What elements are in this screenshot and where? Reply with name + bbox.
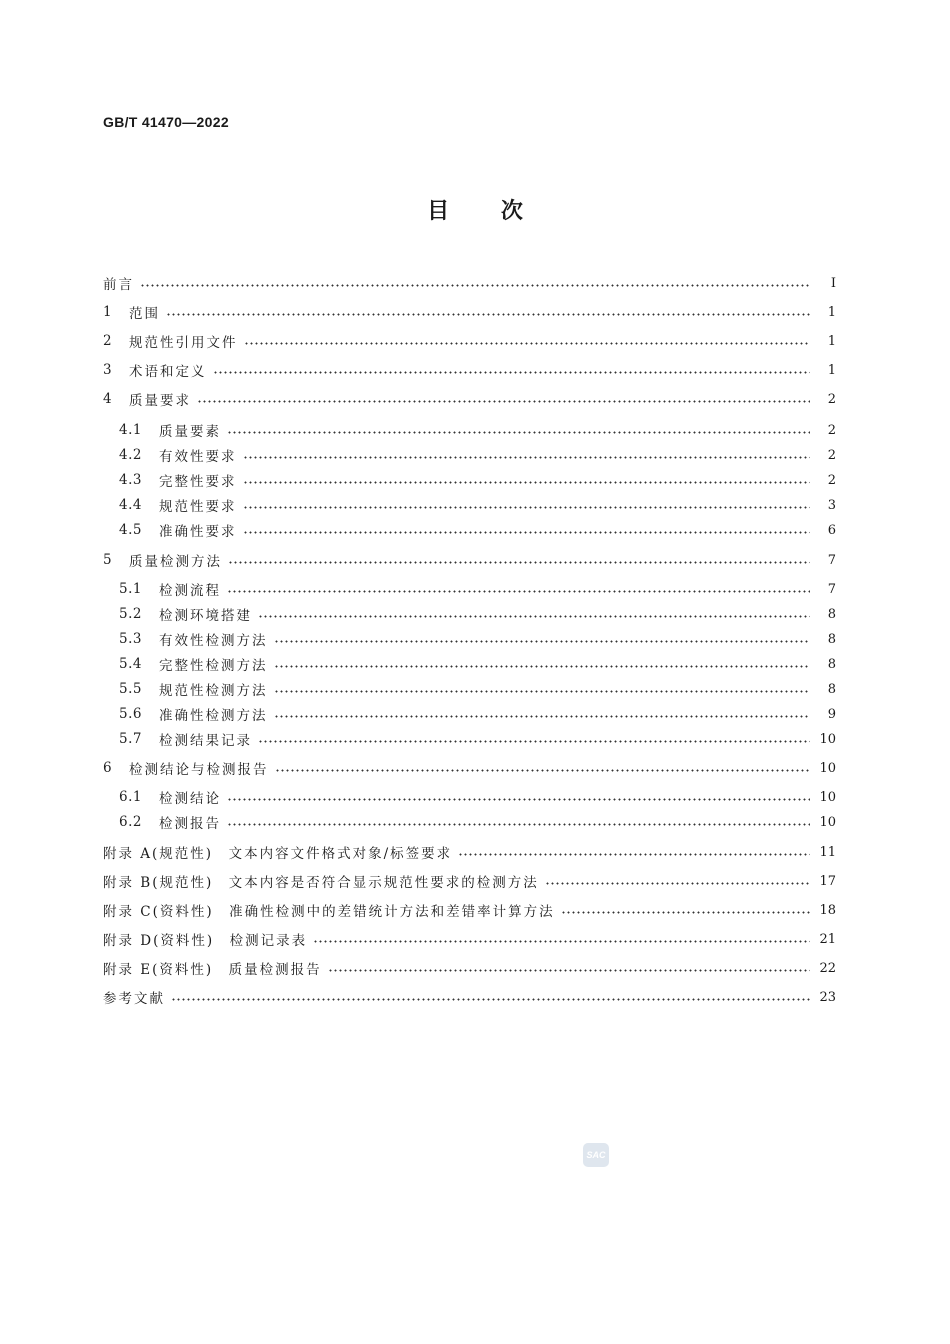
toc-entry-number: 1 [103,304,113,320]
toc-entry[interactable] [103,549,836,571]
toc-dot-leader [243,506,811,509]
toc-entry-page-number: 2 [827,447,836,463]
toc-entry-page-number: 8 [827,631,836,647]
toc-entry-number: 5.3 [119,631,142,647]
toc-entry-label: 准确性要求 [159,524,237,540]
toc-entry-page-number: 1 [827,333,836,349]
toc-entry[interactable] [103,301,836,323]
toc-dot-leader [140,284,810,287]
toc-entry-page-number: 2 [827,391,836,407]
toc-entry[interactable] [119,653,836,675]
toc-entry-page-number: 7 [827,581,836,597]
toc-entry-page-number: 2 [827,422,836,438]
toc-dot-leader [275,769,811,772]
toc-entry-page-number: 2 [827,472,836,488]
toc-entry-label: 完整性检测方法 [159,658,268,674]
toc-entry-number: 5 [103,552,113,568]
standard-code: GB/T 41470—2022 [103,114,229,130]
toc-entry-page-number: 1 [827,362,836,378]
toc-entry-number: 3 [103,362,113,378]
toc-dot-leader [274,715,811,718]
toc-entry-label: 范围 [129,306,160,322]
toc-entry-label: 检测结论 [159,791,221,807]
toc-dot-leader [227,431,810,434]
toc-dot-leader [274,690,811,693]
toc-entry[interactable] [103,330,836,352]
toc-entry-page-number: 21 [819,931,836,947]
toc-entry-page-number: 10 [819,814,836,830]
toc-entry-page-number: 18 [819,902,836,918]
toc-entry-page-number: 10 [819,760,836,776]
toc-entry[interactable] [119,603,836,625]
toc-entry[interactable] [103,986,836,1008]
toc-entry-page-number: 9 [827,706,836,722]
toc-entry[interactable] [103,841,836,863]
toc-entry-page-number: 22 [819,960,836,976]
toc-dot-leader [243,531,811,534]
toc-entry[interactable] [103,928,836,950]
toc-entry-label: 检测结论与检测报告 [129,762,269,778]
toc-dot-leader [166,313,810,316]
toc-entry-number: 4.5 [119,522,142,538]
toc-entry-page-number: 8 [827,656,836,672]
toc-dot-leader [243,481,811,484]
toc-dot-leader [561,911,810,914]
toc-dot-leader [228,561,810,564]
toc-entry-label: 准确性检测方法 [159,708,268,724]
toc-dot-leader [274,665,811,668]
toc-entry-label: 附录 D(资料性) 检测记录表 [103,933,308,949]
toc-entry-number: 4 [103,391,113,407]
toc-dot-leader [258,615,810,618]
toc-entry-number: 5.5 [119,681,142,697]
toc-entry-page-number: 8 [827,681,836,697]
toc-entry[interactable] [119,678,836,700]
toc-dot-leader [258,740,810,743]
toc-dot-leader [313,940,810,943]
toc-dot-leader [458,853,810,856]
toc-entry-label: 检测结果记录 [159,733,252,749]
toc-entry-label: 有效性检测方法 [159,633,268,649]
toc-entry[interactable] [119,628,836,650]
toc-entry-number: 6.1 [119,789,142,805]
toc-entry[interactable] [119,811,836,833]
toc-entry-label: 规范性要求 [159,499,237,515]
page-title: 目 次 [427,199,523,224]
toc-entry[interactable] [119,519,836,541]
toc-entry-number: 4.3 [119,472,142,488]
toc-dot-leader [227,823,810,826]
toc-entry[interactable] [119,419,836,441]
toc-entry[interactable] [103,957,836,979]
toc-entry-page-number: 23 [819,989,836,1005]
toc-entry[interactable] [119,728,836,750]
toc-dot-leader [243,456,811,459]
toc-dot-leader [244,342,811,345]
toc-entry-page-number: 17 [819,873,836,889]
toc-entry[interactable] [103,359,836,381]
toc-dot-leader [227,798,810,801]
toc-entry-page-number: 8 [827,606,836,622]
toc-entry-page-number: 3 [827,497,836,513]
toc-dot-leader [171,998,810,1001]
toc-entry-number: 4.4 [119,497,142,513]
toc-entry[interactable] [103,899,836,921]
toc-entry-label: 参考文献 [103,991,165,1007]
toc-entry-page-number: 10 [819,731,836,747]
toc-entry-label: 术语和定义 [129,364,207,380]
toc-entry-label: 检测报告 [159,816,221,832]
toc-entry-number: 2 [103,333,113,349]
toc-entry[interactable] [103,757,836,779]
toc-entry-label: 检测环境搭建 [159,608,252,624]
toc-entry[interactable] [119,444,836,466]
toc-entry-page-number: Ⅰ [830,275,836,291]
toc-dot-leader [197,400,810,403]
toc-entry[interactable] [119,494,836,516]
toc-entry-number: 5.6 [119,706,142,722]
toc-entry-label: 完整性要求 [159,474,237,490]
toc-dot-leader [328,969,810,972]
toc-entry-label: 质量要素 [159,424,221,440]
toc-entry-number: 6 [103,760,113,776]
toc-entry-label: 检测流程 [159,583,221,599]
toc-entry[interactable] [119,578,836,600]
toc-entry-number: 6.2 [119,814,142,830]
toc-entry-label: 附录 C(资料性) 准确性检测中的差错统计方法和差错率计算方法 [103,904,555,920]
toc-entry-label: 规范性检测方法 [159,683,268,699]
toc-dot-leader [213,371,811,374]
toc-entry[interactable] [119,786,836,808]
toc-entry-number: 5.7 [119,731,142,747]
toc-entry[interactable] [103,388,836,410]
toc-entry[interactable] [119,469,836,491]
toc-entry-label: 质量要求 [129,393,191,409]
toc-entry-page-number: 10 [819,789,836,805]
toc-entry[interactable] [119,703,836,725]
toc-dot-leader [227,590,810,593]
toc-entry-number: 5.1 [119,581,142,597]
toc-entry-page-number: 1 [827,304,836,320]
toc-entry-label: 前言 [103,277,134,293]
toc-entry[interactable] [103,870,836,892]
toc-entry-page-number: 11 [819,844,836,860]
toc-dot-leader [274,640,811,643]
toc-entry-page-number: 6 [827,522,836,538]
toc-entry-label: 有效性要求 [159,449,237,465]
toc-entry-label: 附录 B(规范性) 文本内容是否符合显示规范性要求的检测方法 [103,875,539,891]
toc-dot-leader [545,882,810,885]
toc-entry-number: 5.2 [119,606,142,622]
toc-entry-page-number: 7 [827,552,836,568]
toc-entry-label: 规范性引用文件 [129,335,238,351]
toc-entry-number: 4.2 [119,447,142,463]
sac-logo-watermark: SAC [583,1143,609,1167]
toc-entry-number: 4.1 [119,422,142,438]
toc-entry[interactable] [103,272,836,294]
toc-entry-number: 5.4 [119,656,142,672]
toc-entry-label: 附录 E(资料性) 质量检测报告 [103,962,322,978]
toc-entry-label: 附录 A(规范性) 文本内容文件格式对象/标签要求 [103,846,453,862]
toc-entry-label: 质量检测方法 [129,554,222,570]
